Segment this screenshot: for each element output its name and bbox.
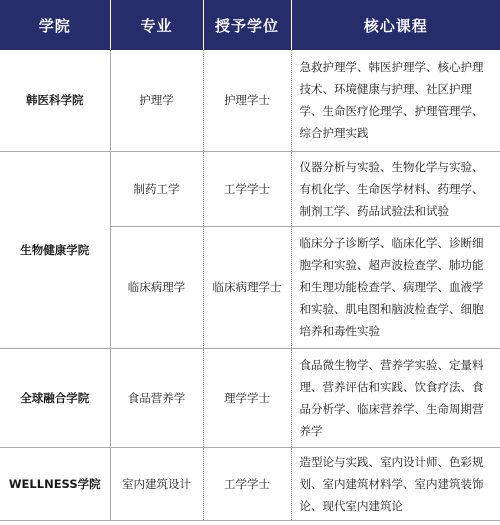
- major-name: 食品营养学: [110, 348, 203, 447]
- major-name: 制药工学: [110, 151, 203, 226]
- major-name: 护理学: [110, 50, 203, 151]
- core-courses: 食品微生物学、营养学实验、定量料理、营养评估和实践、饮食疗法、食品分析学、临床营养学、生命周期营养学: [291, 348, 500, 447]
- table-row: [0, 348, 500, 447]
- core-courses: 急救护理学、韩医护理学、核心护理技术、环境健康与护理、社区护理学、生命医疗伦理学、护理管理学、综合护理实践: [291, 50, 500, 151]
- degree-name: 护理学士: [203, 50, 291, 151]
- college-name: 韩医科学院: [0, 50, 110, 151]
- core-courses: 仪器分析与实验、生物化学与实验、有机化学、生命医学材料、药理学、制剂工学、药品试验法和试验: [291, 151, 500, 226]
- college-name: WELLNESS学院: [0, 447, 110, 520]
- degree-name: 工学学士: [203, 151, 291, 226]
- header-courses: 核心课程: [291, 0, 500, 50]
- table-row: [0, 447, 500, 520]
- table-header-row: [0, 0, 500, 50]
- header-major: 专业: [110, 0, 203, 50]
- degree-name: 工学学士: [203, 447, 291, 520]
- college-name: 全球融合学院: [0, 348, 110, 447]
- major-name: 室内建筑设计: [110, 447, 203, 520]
- core-courses: 造型论与实践、室内设计师、色彩规划、室内建筑材料学、室内建筑装饰论、现代室内建筑论: [291, 447, 500, 520]
- college-name: 生物健康学院: [0, 151, 110, 348]
- core-courses: 临床分子诊断学、临床化学、诊断细胞学和实验、超声波检查学、肺功能和生理功能检查学、病理学、血液学和实验、肌电图和脑波检查学、细胞培养和毒性实验: [291, 226, 500, 348]
- table-row: [0, 151, 500, 226]
- major-name: 临床病理学: [110, 226, 203, 348]
- degree-name: 理学学士: [203, 348, 291, 447]
- table-row: [0, 50, 500, 151]
- header-degree: 授予学位: [203, 0, 291, 50]
- header-college: 学院: [0, 0, 110, 50]
- degree-name: 临床病理学士: [203, 226, 291, 348]
